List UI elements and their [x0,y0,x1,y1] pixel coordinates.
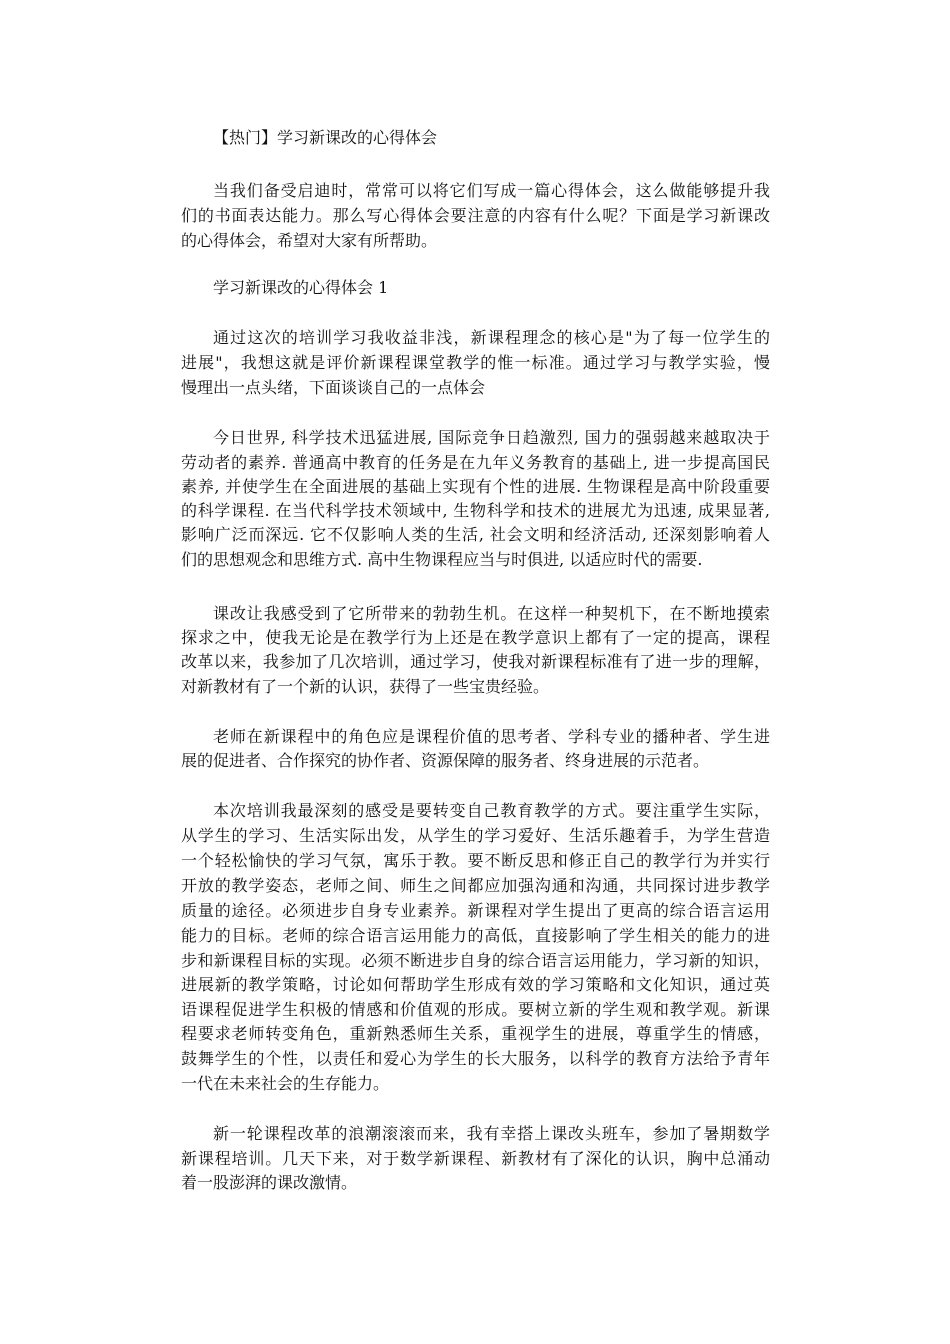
paragraph-line: 新一轮课程改革的浪潮滚滚而来，我有幸搭上课改头班车，参加了暑期数学 [213,1124,770,1143]
paragraph-line: 今日世界, 科学技术迅猛进展, 国际竞争日趋激烈, 国力的强弱越来越取决于 [213,428,770,447]
paragraph-line: 影响广泛而深远. 它不仅影响人类的生活, 社会文明和经济活动, 还深刻影响着人 [181,525,770,544]
paragraph-line: 一个轻松愉快的学习气氛，寓乐于教。要不断反思和修正自己的教学行为并实行 [181,851,770,870]
intro-line: 们的书面表达能力。那么写心得体会要注意的内容有什么呢？下面是学习新课改 [181,206,770,225]
paragraph-line: 展的促进者、合作探究的协作者、资源保障的服务者、终身进展的示范者。 [181,751,710,770]
paragraph-line: 能力的目标。老师的综合语言运用能力的高低，直接影响了学生相关的能力的进 [181,926,770,945]
paragraph-line: 老师在新课程中的角色应是课程价值的思考者、学科专业的播种者、学生进 [213,727,770,746]
paragraph-line: 新课程培训。几天下来，对于数学新课程、新教材有了深化的认识，胸中总涌动 [181,1149,770,1168]
paragraph-line: 着一股澎湃的课改激情。 [181,1173,358,1192]
paragraph-line: 一代在未来社会的生存能力。 [181,1074,390,1093]
paragraph-line: 步和新课程目标的实现。必须不断进步自身的综合语言运用能力，学习新的知识， [181,951,770,970]
paragraph-line: 从学生的学习、生活实际出发，从学生的学习爱好、生活乐趣着手，为学生营造 [181,826,770,845]
paragraph-line: 通过这次的培训学习我收益非浅，新课程理念的核心是"为了每一位学生的 [213,328,770,347]
paragraph-line: 本次培训我最深刻的感受是要转变自己教育教学的方式。要注重学生实际， [213,801,770,820]
paragraph-line: 慢理出一点头绪，下面谈谈自己的一点体会 [181,378,486,397]
paragraph-line: 们的思想观念和思维方式. 高中生物课程应当与时俱进, 以适应时代的需要. [181,550,703,569]
paragraph-line: 素养, 并使学生在全面进展的基础上实现有个性的进展. 生物课程是高中阶段重要 [181,477,770,496]
paragraph-line: 改革以来，我参加了几次培训，通过学习，使我对新课程标准有了进一步的理解， [181,652,770,671]
paragraph-line: 探求之中，使我无论是在教学行为上还是在教学意识上都有了一定的提高，课程 [181,628,770,647]
paragraph-line: 课改让我感受到了它所带来的勃勃生机。在这样一种契机下，在不断地摸索 [213,604,770,623]
section-heading: 学习新课改的心得体会 1 [213,278,389,297]
paragraph-line: 质量的途径。必须进步自身专业素养。新课程对学生提出了更高的综合语言运用 [181,901,770,920]
paragraph-line: 进展新的教学策略，讨论如何帮助学生形成有效的学习策略和文化知识，通过英 [181,975,770,994]
paragraph-line: 鼓舞学生的个性，以责任和爱心为学生的长大服务，以科学的教育方法给予青年 [181,1049,770,1068]
paragraph-line: 进展"，我想这就是评价新课程课堂教学的惟一标准。通过学习与教学实验，慢 [181,353,770,372]
intro-line: 当我们备受启迪时，常常可以将它们写成一篇心得体会，这么做能够提升我 [213,181,770,200]
intro-line: 的心得体会，希望对大家有所帮助。 [181,231,438,250]
paragraph-line: 对新教材有了一个新的认识，获得了一些宝贵经验。 [181,677,550,696]
document-title: 【热门】学习新课改的心得体会 [213,128,438,147]
paragraph-line: 的科学课程. 在当代科学技术领域中, 生物科学和技术的进展尤为迅速, 成果显著, [181,501,770,520]
paragraph-line: 语课程促进学生积极的情感和价值观的形成。要树立新的学生观和教学观。新课 [181,1000,770,1019]
paragraph-line: 开放的教学姿态，老师之间、师生之间都应加强沟通和沟通，共同探讨进步教学 [181,876,770,895]
paragraph-line: 劳动者的素养. 普通高中教育的任务是在九年义务教育的基础上, 进一步提高国民 [181,453,770,472]
paragraph-line: 程要求老师转变角色，重新熟悉师生关系，重视学生的进展，尊重学生的情感， [181,1024,770,1043]
